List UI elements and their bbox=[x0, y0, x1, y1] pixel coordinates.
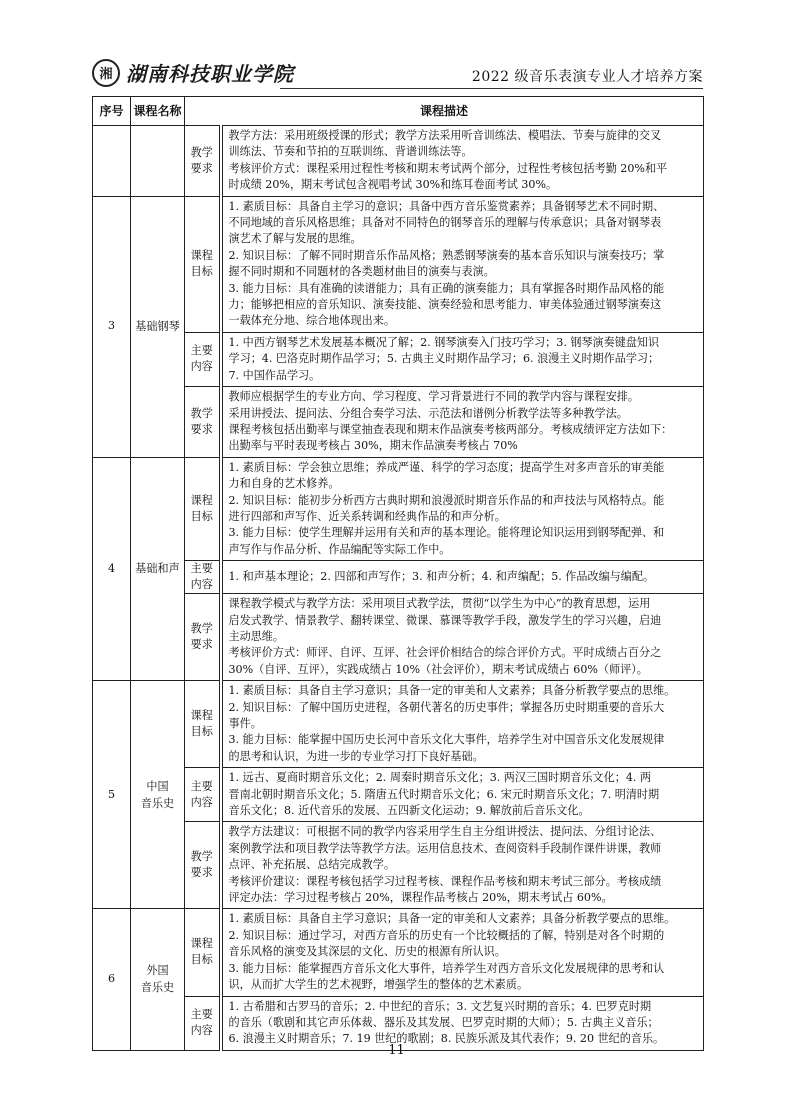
sub-label-text: 课程 bbox=[190, 493, 213, 507]
sub-label-goals bbox=[185, 681, 221, 768]
description-line: 进行四部和声写作、近关系转调和经典作品的和声分析。 bbox=[228, 509, 506, 523]
course-number: 5 bbox=[93, 681, 131, 909]
description-line: 点评、补充拓展、总结完成教学。 bbox=[228, 858, 395, 872]
description-line: 音乐文化；8. 近代音乐的发展、五四新文化运动；9. 解放前后音乐文化。 bbox=[228, 804, 590, 818]
description-line: 力和自身的艺术修养。 bbox=[228, 477, 340, 491]
description-line: 案例教学法和项目教学法等教学方法。运用信息技术、查阅资料手段制作课件讲课，教师 bbox=[228, 841, 662, 855]
sub-label-requirements bbox=[185, 822, 221, 909]
description-line: 出勤率与平时表现考核占 30%，期末作品演奏考核占 70% bbox=[228, 439, 518, 453]
description-line: 时成绩 20%，期末考试包含视唱考试 30%和练耳卷面考试 30%。 bbox=[228, 178, 558, 192]
description-line: 音乐风格的演变及其深层的文化、历史的根源有所认识。 bbox=[228, 945, 506, 959]
sub-label-text: 内容 bbox=[190, 1024, 213, 1038]
description-line: 1. 和声基本理论；2. 四部和声写作；3. 和声分析；4. 和声编配；5. 作品改编与编配。 bbox=[228, 569, 655, 583]
description-line: 训练法、节奏和节拍的互联训练、背谱训练法等。 bbox=[228, 145, 473, 159]
sub-label-goals bbox=[185, 457, 221, 560]
document-title: 2022 级音乐表演专业人才培养方案 bbox=[471, 69, 703, 85]
description-line: 1. 素质目标：具备自主学习意识；具备一定的审美和人文素养；具备分析教学要点的思维。 bbox=[228, 684, 676, 698]
description-line: 1. 中西方钢琴艺术发展基本概况了解；2. 钢琴演奏入门技巧学习；3. 钢琴演奏键盘知识 bbox=[228, 335, 660, 349]
course-name-text: 基础和声 bbox=[135, 562, 180, 576]
sub-label-text: 要求 bbox=[190, 866, 213, 880]
sub-label-text: 主要 bbox=[190, 562, 213, 576]
description-line: 1. 素质目标：学会独立思维；养成严谨、科学的学习态度；提高学生对多声音乐的审美能 bbox=[228, 460, 665, 474]
description-cell bbox=[221, 196, 704, 332]
description-line: 2. 知识目标：了解中国历史进程，各朝代著名的历史事件；掌握各历史时期重要的音乐大 bbox=[228, 700, 665, 714]
sub-label-content bbox=[185, 768, 221, 822]
course-name-text: 基础钢琴 bbox=[135, 319, 180, 333]
description-line: 3. 能力目标：使学生理解并运用有关和声的基本理论。能将理论知识运用到钢琴配弹、和 bbox=[228, 526, 665, 540]
sub-label-goals bbox=[185, 909, 221, 996]
course-name bbox=[131, 457, 185, 680]
sub-label-requirements bbox=[185, 594, 221, 681]
sub-label-text: 教学 bbox=[190, 850, 213, 864]
course-name bbox=[131, 196, 185, 457]
table-row-continued bbox=[93, 126, 704, 197]
header-course-description: 课程描述 bbox=[185, 97, 704, 126]
sub-label-requirements bbox=[185, 387, 221, 458]
description-line: 的音乐（歌剧和其它声乐体裁、器乐及其发展、巴罗克时期的大师）；5. 古典主义音乐； bbox=[228, 1015, 659, 1029]
description-line: 演艺术了解与发展的思维。 bbox=[228, 232, 362, 246]
description-line: 2. 知识目标：了解不同时期音乐作品风格；熟悉钢琴演奏的基本音乐知识与演奏技巧；掌 bbox=[228, 248, 665, 262]
description-line: 声写作与作品分析、作品编配等实际工作中。 bbox=[228, 542, 451, 556]
table-row bbox=[93, 594, 704, 681]
sub-label-text: 目标 bbox=[190, 725, 213, 739]
sub-label-text: 要求 bbox=[190, 161, 213, 175]
table-header-row bbox=[93, 97, 704, 126]
description-line: 2. 知识目标：通过学习，对西方音乐的历史有一个比较概括的了解，特别是对各个时期的 bbox=[228, 928, 665, 942]
sub-label-text: 教学 bbox=[190, 145, 213, 159]
description-line: 握不同时期和不同题材的各类题材曲目的演奏与表演。 bbox=[228, 265, 495, 279]
sub-label-text: 要求 bbox=[190, 638, 213, 652]
header-number: 序号 bbox=[93, 97, 131, 126]
table-row bbox=[93, 332, 704, 386]
description-line: 课程考核包括出勤率与课堂抽查表现和期末作品演奏考核两部分。考核成绩评定方法如下： bbox=[228, 422, 673, 436]
school-name: 湖南科技职业学院 bbox=[126, 62, 294, 86]
description-line: 3. 能力目标：能掌握西方音乐文化大事件，培养学生对西方音乐文化发展规律的思考和认 bbox=[228, 961, 665, 975]
course-name-text: 音乐史 bbox=[140, 796, 175, 810]
course-name-text: 外国 bbox=[146, 964, 169, 978]
sub-label-text: 目标 bbox=[190, 953, 213, 967]
sub-label-text: 课程 bbox=[190, 249, 213, 263]
description-line: 3. 能力目标：能掌握中国历史长河中音乐文化大事件，培养学生对中国音乐文化发展规律 bbox=[228, 733, 665, 747]
course-name-text: 音乐史 bbox=[140, 981, 175, 995]
sub-label-text: 内容 bbox=[190, 795, 213, 809]
description-line: 1. 素质目标：具备自主学习意识；具备一定的审美和人文素养；具备分析教学要点的思维。 bbox=[228, 912, 676, 926]
description-line: 一载体充分地、综合地体现出来。 bbox=[228, 314, 395, 328]
sub-label-text: 内容 bbox=[190, 578, 213, 592]
description-line: 1. 古希腊和古罗马的音乐；2. 中世纪的音乐；3. 文艺复兴时期的音乐；4. 巴罗克时期 bbox=[228, 999, 652, 1013]
description-line: 不同地域的音乐风格思维；具备对不同特色的钢琴音乐的理解与传承意识；具备对钢琴表 bbox=[228, 216, 662, 230]
table-row bbox=[93, 561, 704, 594]
course-number: 4 bbox=[93, 457, 131, 680]
description-cell bbox=[221, 126, 704, 197]
course-name bbox=[131, 909, 185, 1050]
sub-label-text: 教学 bbox=[190, 622, 213, 636]
course-table bbox=[92, 96, 704, 1051]
sub-label-text: 课程 bbox=[190, 937, 213, 951]
course-name bbox=[131, 681, 185, 909]
sub-label-goals bbox=[185, 196, 221, 332]
sub-label-text: 要求 bbox=[190, 422, 213, 436]
description-line: 事件。 bbox=[228, 717, 262, 730]
description-cell bbox=[221, 561, 704, 594]
sub-label-text: 主要 bbox=[190, 779, 213, 793]
sub-label-text: 目标 bbox=[190, 265, 213, 279]
course-name-text: 中国 bbox=[146, 779, 169, 793]
sub-label-text: 主要 bbox=[190, 344, 213, 358]
sub-label-text: 课程 bbox=[190, 709, 213, 723]
description-line: 考核评价方式：师评、自评、互评、社会评价相结合的综合评价方式。平时成绩占百分之 bbox=[228, 646, 662, 660]
description-line: 识，从而扩大学生的艺术视野，增强学生的整体的艺术素质。 bbox=[228, 978, 529, 992]
sub-label-content bbox=[185, 332, 221, 386]
course-number: 6 bbox=[93, 909, 131, 1050]
description-cell bbox=[221, 457, 704, 560]
school-logo bbox=[92, 58, 294, 87]
description-line: 力；能够把相应的音乐知识、演奏技能、演奏经验和思考能力、审美体验通过钢琴演奏这 bbox=[228, 298, 662, 312]
description-cell bbox=[221, 681, 704, 768]
header-course-name: 课程名称 bbox=[131, 97, 185, 126]
description-line: 采用讲授法、提问法、分组合奏学习法、示范法和谱例分析教学法等多种教学法。 bbox=[228, 406, 628, 420]
description-cell bbox=[221, 822, 704, 909]
sub-label-text: 主要 bbox=[190, 1008, 213, 1022]
description-line: 教学方法：采用班级授课的形式；教学方法采用听音训练法、模唱法、节奏与旋律的交叉 bbox=[228, 129, 662, 142]
description-line: 1. 素质目标：具备自主学习的意识；具备中西方音乐鉴赏素养；具备钢琴艺术不同时期、 bbox=[228, 199, 665, 213]
sub-label-text: 目标 bbox=[190, 509, 213, 523]
table-row bbox=[93, 822, 704, 909]
description-line: 6. 浪漫主义时期音乐；7. 19 世纪的歌剧；8. 民族乐派及其代表作；9. 20 世纪的音乐。 bbox=[228, 1032, 665, 1046]
table-row bbox=[93, 457, 704, 560]
description-line: 7. 中国作品学习。 bbox=[228, 368, 321, 382]
description-line: 启发式教学、情景教学、翻转课堂、微课、慕课等教学手段，激发学生的学习兴趣，启迪 bbox=[228, 613, 662, 627]
description-line: 评定办法：学习过程考核占 20%，课程作品考核占 20%，期末考试占 60%。 bbox=[228, 891, 613, 905]
description-line: 晋南北朝时期音乐文化；5. 隋唐五代时期音乐文化；6. 宋元时期音乐文化；7. 明清时期 bbox=[228, 787, 660, 801]
sub-label-requirements bbox=[185, 126, 221, 197]
description-cell bbox=[221, 594, 704, 681]
description-line: 课程教学模式与教学方法：采用项目式教学法，贯彻“以学生为中心”的教育思想，运用 bbox=[228, 597, 651, 611]
description-line: 2. 知识目标：能初步分析西方古典时期和浪漫派时期音乐作品的和声技法与风格特点。能 bbox=[228, 493, 665, 507]
description-line: 考核评价方式：课程采用过程性考核和期末考试两个部分，过程性考核包括考勤 20%和平 bbox=[228, 161, 668, 175]
number-cell bbox=[93, 126, 131, 197]
sub-label-content bbox=[185, 561, 221, 594]
description-cell bbox=[221, 768, 704, 822]
header-rule bbox=[280, 88, 703, 89]
description-line: 的思考和认识，为进一步的专业学习打下良好基础。 bbox=[228, 749, 484, 763]
description-cell bbox=[221, 909, 704, 996]
description-line: 30%（自评、互评），实践成绩占 10%（社会评价），期末考试成绩占 60%（师评）。 bbox=[228, 662, 648, 676]
sub-label-text: 教学 bbox=[190, 406, 213, 420]
description-cell bbox=[221, 387, 704, 458]
table-row bbox=[93, 387, 704, 458]
school-seal-icon: 湘 bbox=[92, 59, 120, 87]
page-number: 11 bbox=[388, 1043, 405, 1058]
table-row bbox=[93, 196, 704, 332]
description-line: 1. 远古、夏商时期音乐文化；2. 周秦时期音乐文化；3. 两汉三国时期音乐文化；4. 两 bbox=[228, 771, 652, 785]
table-row bbox=[93, 768, 704, 822]
description-line: 主动思维。 bbox=[228, 629, 284, 643]
description-cell bbox=[221, 332, 704, 386]
description-line: 教师应根据学生的专业方向、学习程度、学习背景进行不同的教学内容与课程安排。 bbox=[228, 390, 639, 404]
course-number: 3 bbox=[93, 196, 131, 457]
description-line: 教学方法建议：可根据不同的教学内容采用学生自主分组讲授法、提问法、分组讨论法、 bbox=[228, 825, 662, 839]
description-line: 学习；4. 巴洛克时期作品学习；5. 古典主义时期作品学习；6. 浪漫主义时期作品学习； bbox=[228, 352, 660, 366]
sub-label-text: 内容 bbox=[190, 360, 213, 374]
course-name-cell bbox=[131, 126, 185, 197]
page-header bbox=[92, 58, 703, 92]
description-line: 考核评价建议：课程考核包括学习过程考核、课程作品考核和期末考试三部分。考核成绩 bbox=[228, 874, 662, 888]
description-line: 3. 能力目标：具有准确的读谱能力；具有正确的演奏能力；具有掌握各时期作品风格的能 bbox=[228, 281, 665, 295]
table-row bbox=[93, 681, 704, 768]
table-row bbox=[93, 909, 704, 996]
